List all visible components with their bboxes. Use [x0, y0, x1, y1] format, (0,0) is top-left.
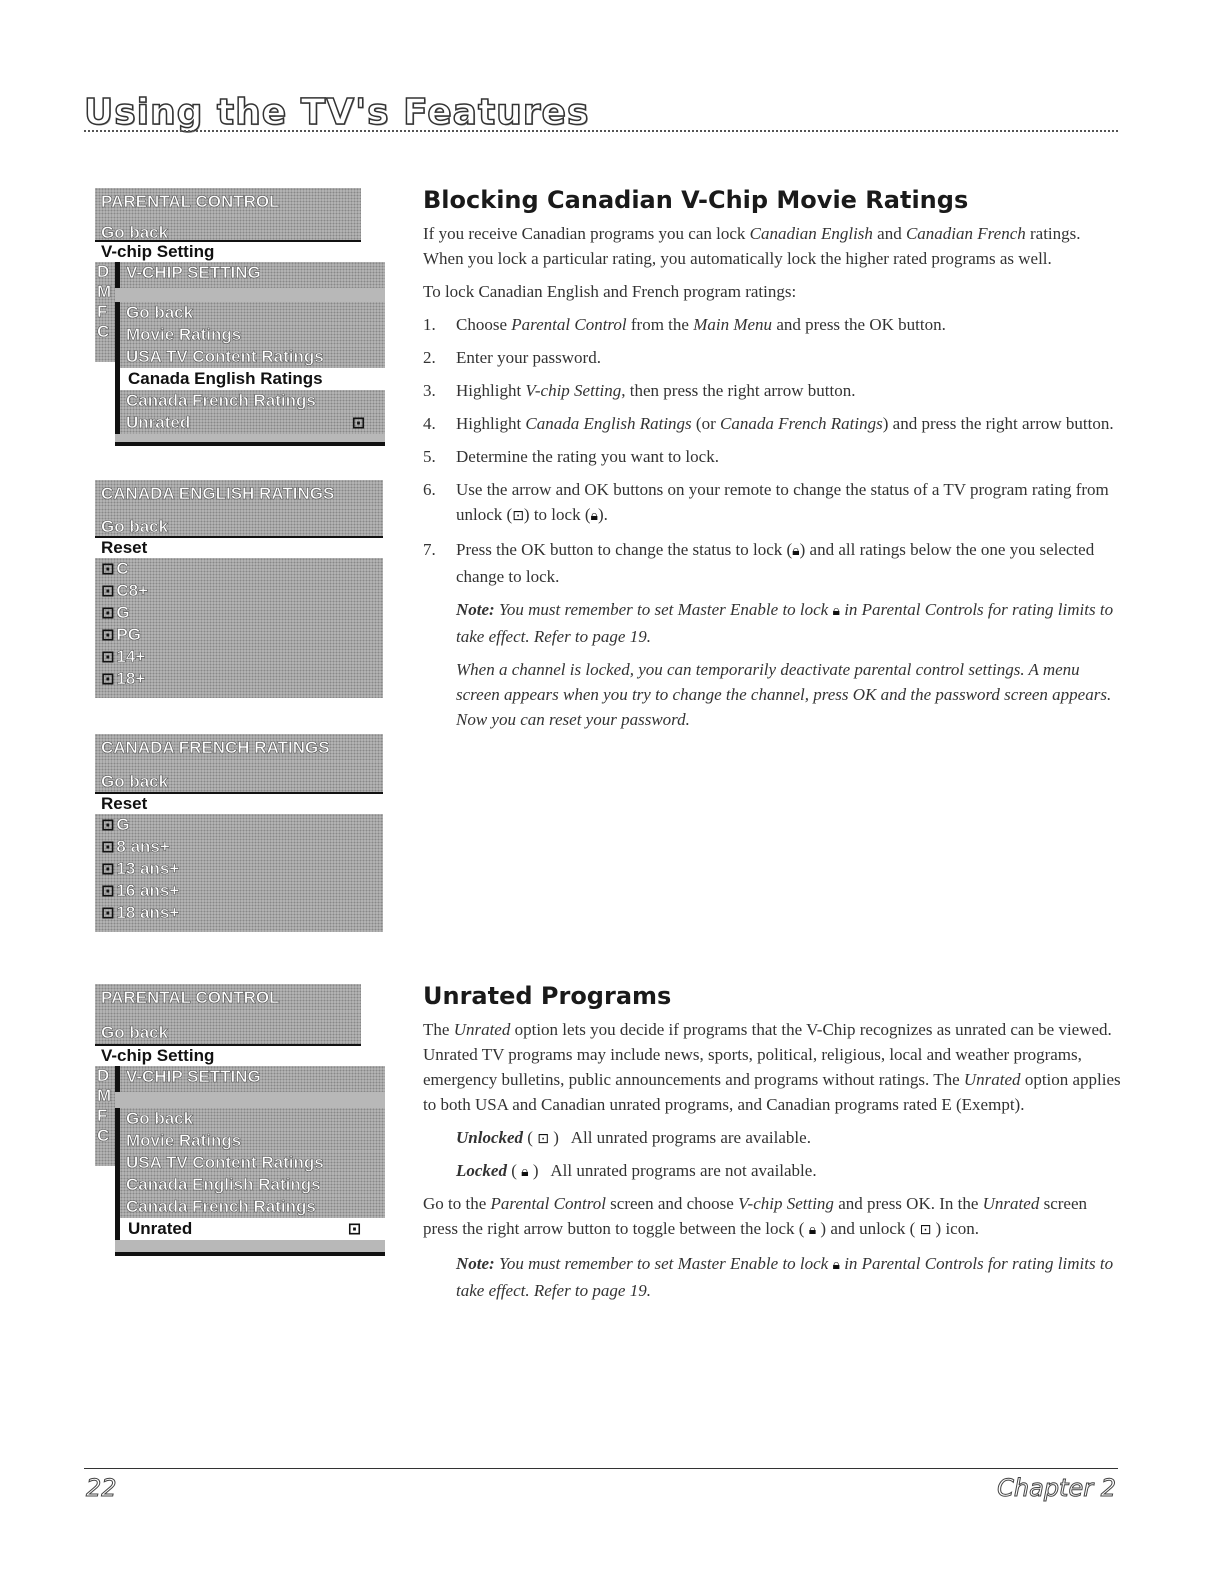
step-text: ). [597, 505, 608, 524]
rating-label: C8+ [116, 581, 149, 600]
go-back-item[interactable]: Go back [95, 1012, 361, 1046]
note-label: Note: [456, 600, 495, 619]
section-heading: Blocking Canadian V-Chip Movie Ratings [423, 186, 969, 214]
rating-row[interactable] [97, 902, 383, 924]
submenu-movie-ratings[interactable]: Movie Ratings [115, 1130, 385, 1152]
lock-icon: 🔒︎ [792, 543, 800, 559]
goto-text: ) icon. [931, 1219, 979, 1238]
page-number: 22 [86, 1474, 117, 1502]
goto-text: Go to the [423, 1194, 491, 1213]
screen-vchip-unrated [95, 984, 385, 1269]
intro-text: and [872, 224, 906, 243]
submenu-unrated[interactable] [115, 412, 385, 434]
step-text: Choose [456, 315, 512, 334]
canada-english-reset[interactable]: Reset [95, 538, 383, 558]
step-text: and press the OK button. [772, 315, 946, 334]
note-text: in Parental Controls for rating limits to take effect. Refer to page 19. [456, 600, 1114, 646]
goto-emphasis: Parental Control [490, 1194, 606, 1213]
parental-control-title: PARENTAL CONTROL [95, 984, 361, 1012]
goto-text: screen press the right arrow button to toggle between the lock ( [423, 1194, 1087, 1238]
rating-label: G [116, 603, 130, 622]
step-text: ) and all ratings below the one you selected change to lock. [456, 540, 1095, 586]
step-item [423, 345, 1123, 370]
goto-text: screen and choose [605, 1194, 739, 1213]
go-back-item[interactable]: Go back [95, 216, 361, 242]
note-text: in Parental Controls for rating limits to take effect. Refer to page 19. [456, 1254, 1114, 1300]
submenu-unrated-highlighted[interactable] [115, 1218, 385, 1240]
rating-row[interactable] [97, 580, 383, 602]
lock-icon: 🔒︎ [521, 1164, 529, 1180]
goto-emphasis: Unrated [982, 1194, 1040, 1213]
goto-instructions [423, 1191, 1123, 1243]
behind-letter: F [97, 302, 108, 321]
step-text: Determine the rating you want to lock. [456, 447, 719, 466]
behind-letter: F [97, 1106, 108, 1125]
intro-emphasis: Unrated [963, 1070, 1021, 1089]
step-number: 7. [423, 540, 436, 559]
rating-label: PG [116, 625, 141, 644]
steps-list [423, 312, 1123, 589]
step-text: Highlight [456, 414, 526, 433]
behind-letter: C [97, 322, 110, 341]
unlock-icon: ⊡ [101, 669, 115, 688]
step-text: Highlight [456, 381, 526, 400]
vchip-submenu [115, 262, 385, 446]
unlock-icon: ⊡ [101, 837, 115, 856]
unrated-label: Unrated [126, 413, 191, 432]
screen-canada-french [95, 734, 385, 944]
rating-label: 8 ans+ [116, 837, 170, 856]
submenu-canada-french[interactable]: Canada French Ratings [115, 390, 385, 412]
unlock-icon: ⊡ [101, 647, 115, 666]
behind-letter: D [97, 262, 110, 281]
intro-emphasis: Canadian French [905, 224, 1026, 243]
screen-canada-english [95, 480, 385, 708]
step-emphasis: Parental Control [511, 315, 627, 334]
unlock-icon: ⊡ [101, 881, 115, 900]
lock-icon: 🔒︎ [808, 1222, 817, 1238]
screen-vchip-setting [95, 188, 385, 456]
rating-row[interactable] [97, 668, 383, 690]
vchip-setting-title: V-CHIP SETTING [115, 262, 385, 288]
rating-label: 13 ans+ [116, 859, 180, 878]
step-item [423, 444, 1123, 469]
unlock-icon: ⊡ [101, 815, 115, 834]
submenu-go-back[interactable]: Go back [115, 1108, 385, 1130]
step-item [423, 477, 1123, 529]
behind-letter: M [97, 282, 112, 301]
behind-letter: C [97, 1126, 110, 1145]
unlock-icon: ⊡ [101, 559, 115, 578]
canada-french-go-back[interactable]: Go back [95, 762, 383, 794]
goto-text: and press OK. In the [833, 1194, 983, 1213]
rating-label: 18+ [116, 669, 146, 688]
unlocked-option: Unlocked ( ⊡ ) All unrated programs are available. [456, 1128, 811, 1147]
option-text: All unrated programs are available. [570, 1128, 811, 1147]
step-item [423, 411, 1123, 436]
chapter-label: Chapter 2 [997, 1474, 1116, 1502]
rating-row[interactable] [97, 814, 383, 836]
intro-text: option applies to both USA and Canadian unrated programs, and Canadian programs rated E (Exempt). [423, 1070, 1121, 1114]
submenu-canada-english-highlighted[interactable]: Canada English Ratings [115, 368, 385, 390]
parental-control-title: PARENTAL CONTROL [95, 188, 361, 216]
rating-row[interactable] [97, 880, 383, 902]
lock-icon: 🔒︎ [590, 508, 598, 524]
behind-letter: D [97, 1066, 110, 1085]
intro-text: ratings. When you lock a particular rating, you automatically lock the higher rated programs as well. [423, 224, 1081, 268]
unlock-icon: ⊡ [101, 581, 115, 600]
page-title: Using the TV's Features [84, 92, 590, 133]
behind-letter: M [97, 1086, 112, 1105]
step-emphasis: Canada French Ratings [719, 414, 883, 433]
submenu-canada-french[interactable]: Canada French Ratings [115, 1196, 385, 1218]
note [423, 1251, 1123, 1303]
rating-row[interactable] [97, 624, 383, 646]
canada-english-ratings-list [95, 558, 383, 698]
section-unrated-programs [423, 984, 1123, 1311]
canada-english-title: CANADA ENGLISH RATINGS [95, 480, 383, 508]
step-number: 2. [423, 348, 436, 367]
rating-label: C [116, 559, 129, 578]
unlock-icon: ⊡ [347, 1219, 361, 1238]
rating-row[interactable] [97, 836, 383, 858]
intro-text: option lets you decide if programs that the V-Chip recognizes as unrated can be viewed. Unrated TV programs may include news, sports, political, religious, local and weather programs, emergency bulletins, public announcements and programs without ratings. The [423, 1020, 1112, 1089]
step-text: ) and press the right arrow button. [882, 414, 1114, 433]
unlock-icon: ⊡ [919, 1222, 932, 1238]
option-text: All unrated programs are not available. [550, 1161, 817, 1180]
step-text: from the [626, 315, 694, 334]
step-item [423, 312, 1123, 337]
goto-emphasis: V-chip Setting [738, 1194, 834, 1213]
footer-rule [84, 1468, 1118, 1469]
unlock-icon: ⊡ [512, 508, 524, 524]
rating-row[interactable] [97, 602, 383, 624]
step-emphasis: Canada English Ratings [525, 414, 692, 433]
rating-row[interactable] [97, 858, 383, 880]
step-emphasis: Main Menu [693, 315, 773, 334]
canada-english-go-back[interactable]: Go back [95, 508, 383, 538]
option-label: Unlocked [456, 1128, 524, 1147]
intro-text: The [423, 1020, 454, 1039]
step-text: Enter your password. [456, 348, 601, 367]
step-item [423, 378, 1123, 403]
section-intro [423, 221, 1123, 271]
vchip-setting-selected[interactable]: V-chip Setting [95, 1046, 367, 1066]
unlock-icon: ⊡ [351, 413, 365, 432]
page-header [84, 92, 1118, 164]
step-number: 5. [423, 447, 436, 466]
locked-option: Locked ( 🔒︎ ) All unrated programs are not available. [456, 1161, 817, 1180]
step-number: 4. [423, 414, 436, 433]
rating-row[interactable] [97, 558, 383, 580]
step-text: Press the OK button to change the status to lock ( [456, 540, 793, 559]
submenu-canada-english[interactable]: Canada English Ratings [115, 1174, 385, 1196]
note-password: When a channel is locked, you can temporarily deactivate parental control settings. A menu screen appears when you try to change the channel, press OK and the password screen appears. Now you can reset your password. [456, 660, 1112, 729]
header-rule [84, 130, 1118, 132]
section-heading: Unrated Programs [423, 982, 672, 1010]
rating-label: G [116, 815, 130, 834]
rating-label: 18 ans+ [116, 903, 180, 922]
submenu-usa-tv-ratings[interactable]: USA TV Content Ratings [115, 1152, 385, 1174]
step-text: Use the arrow and OK buttons on your remote to change the status of a TV program rating from unlock ( [456, 480, 1109, 524]
intro-emphasis: Canadian English [749, 224, 873, 243]
vchip-stack [95, 262, 385, 450]
intro-emphasis: Unrated [453, 1020, 511, 1039]
unlock-icon: ⊡ [101, 859, 115, 878]
unlock-icon: ⊡ [537, 1131, 549, 1147]
option-label: Locked [456, 1161, 507, 1180]
intro-text: If you receive Canadian programs you can lock [423, 224, 750, 243]
vchip-submenu [115, 1066, 385, 1256]
rating-row[interactable] [97, 646, 383, 668]
rating-label: 16 ans+ [116, 881, 180, 900]
note-text: You must remember to set Master Enable to lock [494, 1254, 833, 1273]
step-text: , then press the right arrow button. [621, 381, 856, 400]
step-number: 3. [423, 381, 436, 400]
unlock-icon: ⊡ [101, 603, 115, 622]
step-emphasis: V-chip Setting [525, 381, 622, 400]
canada-french-reset[interactable]: Reset [95, 794, 383, 814]
unrated-label: Unrated [128, 1219, 193, 1238]
section-intro [423, 1017, 1123, 1117]
note-label: Note: [456, 1254, 495, 1273]
step-text: (or [691, 414, 720, 433]
canada-french-ratings-list [95, 814, 383, 932]
unlock-icon: ⊡ [101, 625, 115, 644]
steps-lead: To lock Canadian English and French program ratings: [423, 282, 797, 301]
rating-label: 14+ [116, 647, 146, 666]
canada-french-title: CANADA FRENCH RATINGS [95, 734, 383, 762]
vchip-stack [95, 1066, 385, 1261]
vchip-setting-selected[interactable]: V-chip Setting [95, 242, 367, 262]
submenu-go-back[interactable]: Go back [115, 302, 385, 324]
submenu-usa-tv-ratings[interactable]: USA TV Content Ratings [115, 346, 385, 368]
step-number: 6. [423, 480, 436, 499]
lock-icon: 🔒︎ [832, 1257, 840, 1273]
step-item [423, 537, 1123, 589]
submenu-movie-ratings[interactable]: Movie Ratings [115, 324, 385, 346]
vchip-setting-title: V-CHIP SETTING [115, 1066, 385, 1092]
section-blocking-canadian [423, 188, 1123, 740]
unlock-icon: ⊡ [101, 903, 115, 922]
step-text: ) to lock ( [523, 505, 591, 524]
goto-text: ) and unlock ( [816, 1219, 920, 1238]
note-text: You must remember to set Master Enable to lock [494, 600, 833, 619]
lock-icon: 🔒︎ [832, 603, 840, 619]
note [423, 597, 1123, 649]
step-number: 1. [423, 315, 436, 334]
